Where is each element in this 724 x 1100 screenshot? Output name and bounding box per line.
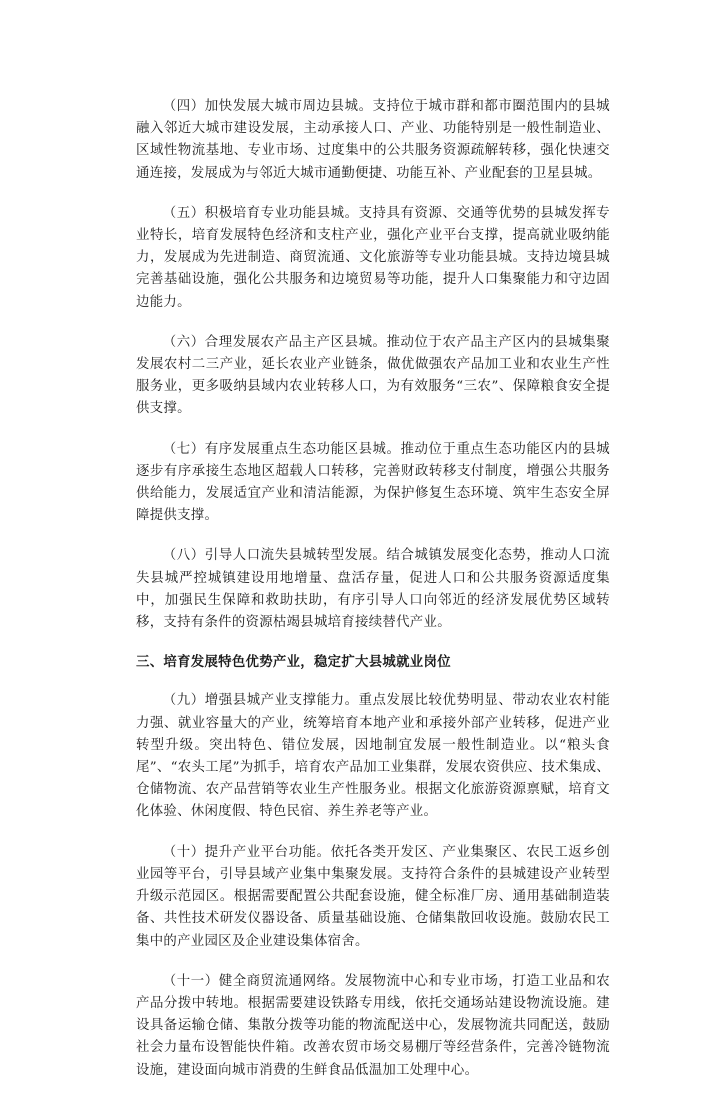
paragraph-county-near-big-city: （四）加快发展大城市周边县城。支持位于城市群和都市圈范围内的县城融入邻近大城市建设发展，主动承接人口、产业、功能特别是一般性制造业、区域性物流基地、专业市场、过度集中的公共服务资源疏解转移，强化快速交通连接，发展成为与邻近大城市通勤便捷、功能互补、产业配套的卫星县城。 bbox=[136, 99, 610, 181]
paragraph-population-loss-county: （八）引导人口流失县城转型发展。结合城镇发展变化态势，推动人口流失县城严控城镇建设用地增量、盘活存量，促进人口和公共服务资源适度集中，加强民生保障和救助扶助，有序引导人口向邻近的经济发展优势区域转移，支持有条件的资源枯竭县城培育接续替代产业。 bbox=[136, 548, 610, 631]
section-heading: 三、培育发展特色优势产业，稳定扩大县城就业岗位 bbox=[136, 655, 451, 671]
paragraph-specialized-function-county: （五）积极培育专业功能县城。支持具有资源、交通等优势的县城发挥专业特长，培育发展特色经济和支柱产业，强化产业平台支撑，提高就业吸纳能力，发展成为先进制造、商贸流通、文化旅游等专业功能县城。支持边境县城完善基础设施，强化公共服务和边境贸易等功能，提升人口集聚能力和守边固边能力。 bbox=[136, 205, 610, 310]
paragraph-industry-support: （九）增强县城产业支撑能力。重点发展比较优势明显、带动农业农村能力强、就业容量大的产业，统筹培育本地产业和承接外部产业转移，促进产业转型升级。突出特色、错位发展，因地制宜发展一般性制造业。以“粮头食尾”、“农头工尾”为抓手，培育农产品加工业集群，发展农资供应、技术集成、仓储物流、农产品营销等农业生产性服务业。根据文化旅游资源禀赋，培育文化体验、休闲度假、特色民宿、养生养老等产业。 bbox=[136, 693, 610, 820]
document-body bbox=[136, 96, 610, 1100]
paragraph-agricultural-county: （六）合理发展农产品主产区县城。推动位于农产品主产区内的县城集聚发展农村二三产业，延长农业产业链条，做优做强农产品加工业和农业生产性服务业，更多吸纳县域内农业转移人口，为有效服务“三农”、保障粮食安全提供支撑。 bbox=[136, 334, 610, 417]
paragraph-ecological-county: （七）有序发展重点生态功能区县城。推动位于重点生态功能区内的县城逐步有序承接生态地区超载人口转移，完善财政转移支付制度，增强公共服务供给能力，发展适宜产业和清洁能源，为保护修复生态环境、筑牢生态安全屏障提供支撑。 bbox=[136, 441, 610, 524]
paragraph-industry-platform: （十）提升产业平台功能。依托各类开发区、产业集聚区、农民工返乡创业园等平台，引导县域产业集中集聚发展。支持符合条件的县城建设产业转型升级示范园区。根据需要配置公共配套设施，健全标准厂房、通用基础制造装备、共性技术研发仪器设备、质量基础设施、仓储集散回收设施。鼓励农民工集中的产业园区及企业建设集体宿舍。 bbox=[136, 844, 610, 949]
paragraph-commerce-network: （十一）健全商贸流通网络。发展物流中心和专业市场，打造工业品和农产品分拨中转地。根据需要建设铁路专用线，依托交通场站建设物流设施。建设具备运输仓储、集散分拨等功能的物流配送中心，发展物流共同配送，鼓励社会力量布设智能快件箱。改善农贸市场交易棚厅等经营条件，完善冷链物流设施，建设面向城市消费的生鲜食品低温加工处理中心。 bbox=[136, 973, 610, 1078]
